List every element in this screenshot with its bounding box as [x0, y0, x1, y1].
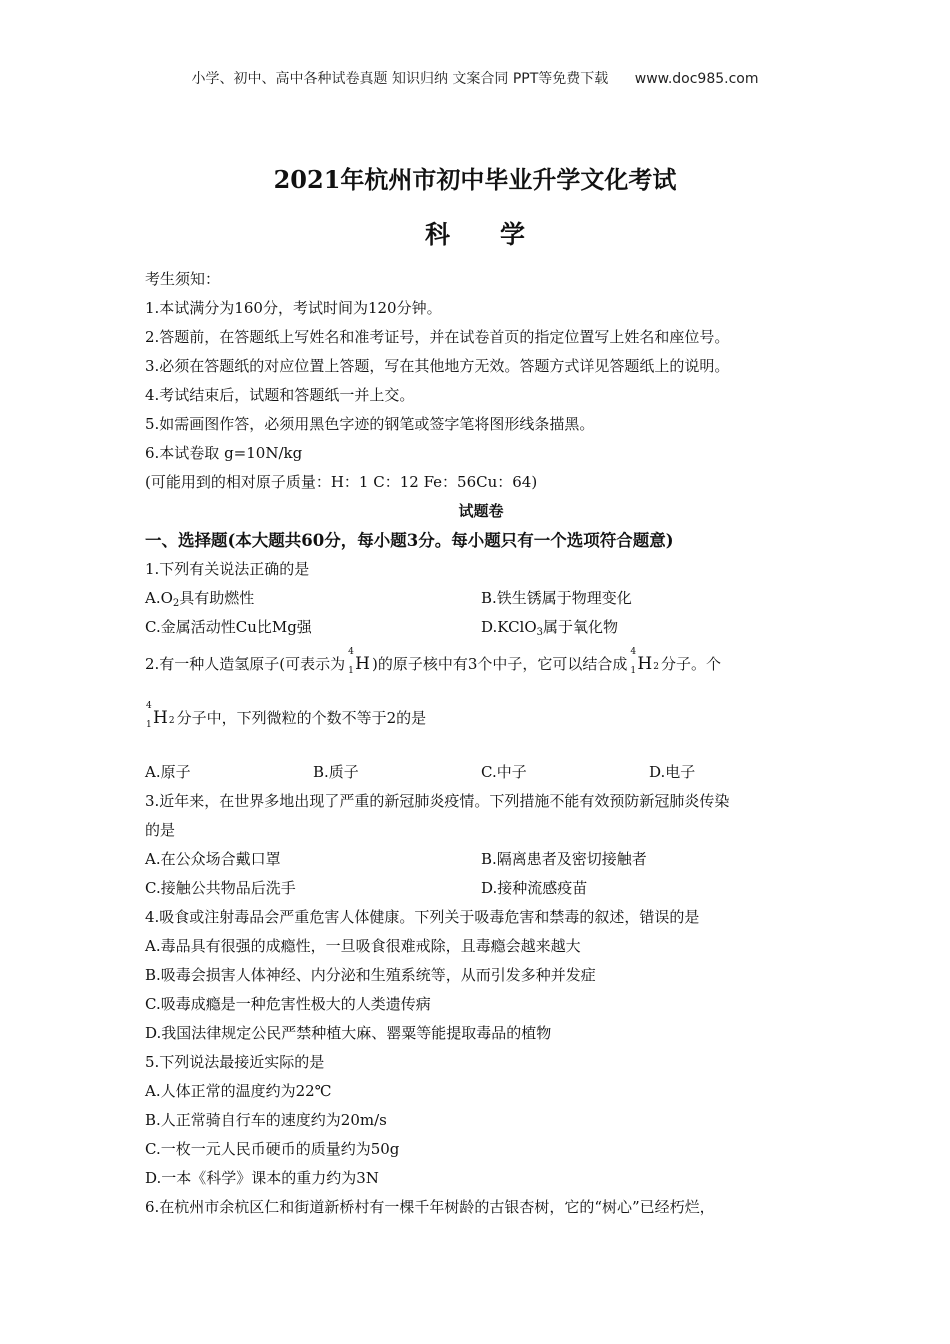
notice-item: 1.本试满分为160分，考试时间为120分钟。 — [145, 299, 442, 317]
header-url[interactable]: www.doc985.com — [634, 71, 759, 87]
paper-label: 试题卷 — [458, 502, 504, 520]
notice-item: 4.考试结束后，试题和答题纸一并上交。 — [145, 386, 415, 404]
q3-option-d: D.接种流感疫苗 — [481, 879, 588, 897]
q1-option-d: D.KClO$_3$属于氧化物 — [481, 618, 619, 638]
q2-option-d: D.电子 — [649, 763, 696, 781]
q2-stem-line1: 2.有一种人造氢原子(可表示为 4 1 H )的原子核中有3个中子，它可以结合成 4 1 H2 分子。个 — [145, 642, 817, 686]
notice-item: 3.必须在答题纸的对应位置上答题，写在其他地方无效。答题方式详见答题纸上的说明。 — [145, 357, 730, 375]
notice-item: 2.答题前，在答题纸上写姓名和准考证号，并在试卷首页的指定位置写上姓名和座位号。 — [145, 328, 730, 346]
q5-option-c: C.一枚一元人民币硬币的质量约为50g — [145, 1140, 400, 1158]
q2-stem-line2: 4 1 H2 分子中，下列微粒的个数不等于2的是 — [145, 686, 817, 744]
q3-options-cd — [145, 874, 817, 903]
atomic-mass-note: (可能用到的相对原子质量：H：1 C：12 Fe：56Cu：64) — [145, 473, 538, 491]
q5-stem: 5.下列说法最接近实际的是 — [145, 1053, 325, 1071]
section-title: 一、选择题(本大题共60分，每小题3分。每小题只有一个选项符合题意) — [145, 531, 674, 550]
hydrogen-molecule-symbol: 4 1 H2 — [146, 701, 175, 730]
q1-options-ab — [145, 584, 817, 613]
q1-option-b: B.铁生锈属于物理变化 — [481, 589, 632, 607]
exam-content — [145, 265, 817, 1222]
q5-option-a: A.人体正常的温度约为22℃ — [145, 1082, 332, 1100]
q2-option-c: C.中子 — [481, 763, 527, 781]
q1-option-a: $A.O_2$具有助燃性 — [145, 589, 255, 609]
q2-option-b: B.质子 — [313, 763, 359, 781]
q3-option-b: B.隔离患者及密切接触者 — [481, 850, 647, 868]
notice-item: 5.如需画图作答，必须用黑色字迹的钢笔或签字笔将图形线条描黑。 — [145, 415, 595, 433]
exam-title: 2021年杭州市初中毕业升学文化考试 — [273, 165, 677, 194]
q1-stem: 1.下列有关说法正确的是 — [145, 560, 310, 578]
header-tagline: 小学、初中、高中各种试卷真题 知识归纳 文案合同 PPT等免费下载 — [191, 71, 609, 87]
q4-option-d: D.我国法律规定公民严禁种植大麻、罂粟等能提取毒品的植物 — [145, 1024, 552, 1042]
hydrogen-molecule-symbol: 4 1 H2 — [630, 647, 659, 676]
q1-options-cd — [145, 613, 817, 642]
q5-option-b: B.人正常骑自行车的速度约为20m/s — [145, 1111, 387, 1129]
q3-stem-cont: 的是 — [145, 821, 176, 839]
q2-option-a: A.原子 — [145, 763, 191, 781]
page-header — [0, 68, 950, 88]
q3-option-c: C.接触公共物品后洗手 — [145, 879, 296, 897]
q4-option-a: A.毒品具有很强的成瘾性，一旦吸食很难戒除，且毒瘾会越来越大 — [145, 937, 581, 955]
q3-options-ab — [145, 845, 817, 874]
hydrogen-isotope-symbol: 4 1 H — [348, 647, 370, 676]
notice-heading: 考生须知： — [145, 270, 221, 288]
q4-option-b: B.吸毒会损害人体神经、内分泌和生殖系统等，从而引发多种并发症 — [145, 966, 596, 984]
q4-option-c: C.吸毒成瘾是一种危害性极大的人类遗传病 — [145, 995, 431, 1013]
q6-stem: 6.在杭州市余杭区仁和街道新桥村有一棵千年树龄的古银杏树，它的“树心”已经朽烂， — [145, 1198, 715, 1216]
exam-subject: 科学 — [424, 220, 575, 249]
q4-stem: 4.吸食或注射毒品会严重危害人体健康。下列关于吸毒危害和禁毒的叙述，错误的是 — [145, 908, 700, 926]
q5-option-d: D.一本《科学》课本的重力约为3N — [145, 1169, 379, 1187]
q3-stem: 3.近年来，在世界多地出现了严重的新冠肺炎疫情。下列措施不能有效预防新冠肺炎传染 — [145, 792, 730, 810]
notice-item: 6.本试卷取 g=10N/kg — [145, 444, 303, 462]
q1-option-c: C.金属活动性Cu比Mg强 — [145, 618, 312, 636]
q3-option-a: A.在公众场合戴口罩 — [145, 850, 281, 868]
q2-options — [145, 758, 817, 787]
